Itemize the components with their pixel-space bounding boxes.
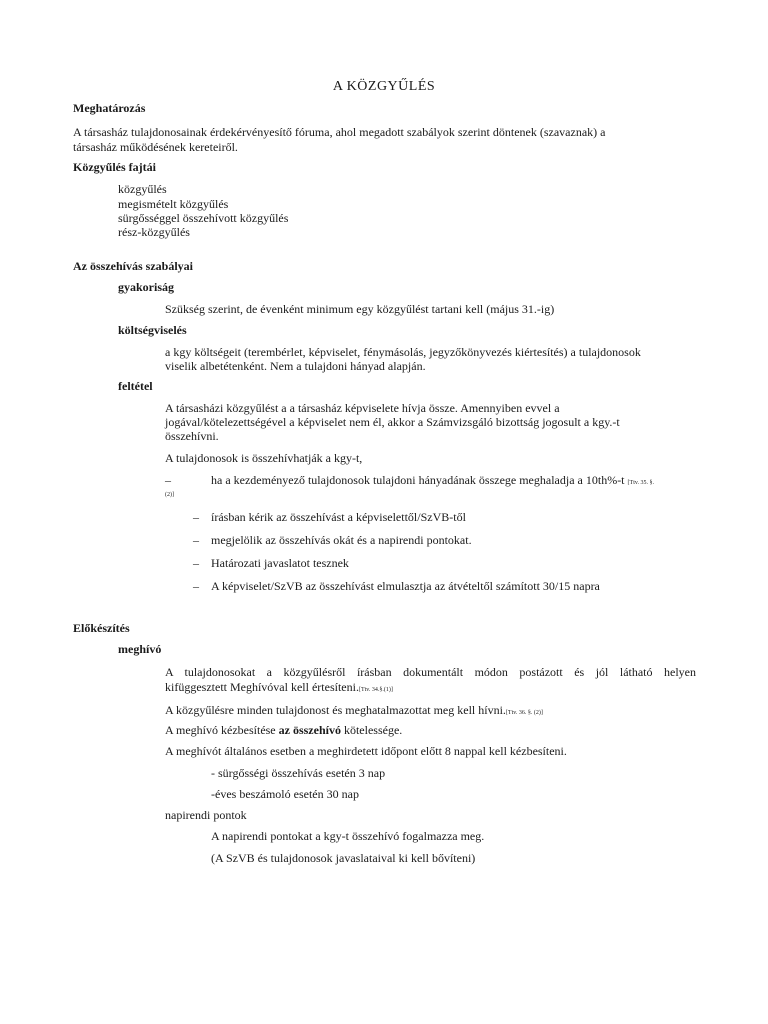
types-item: sürgősséggel összehívott közgyűlés [118,211,289,225]
invite-p4-sub: -éves beszámoló esetén 30 nap [211,787,359,801]
owner-condition-ref: [Ttv. 35. §. [627,480,654,486]
sub-item: megjelölik az összehívás okát és a napirendi pontokat. [211,533,472,547]
owner-condition-text: ha a kezdeményező tulajdonosok tulajdoni hányadának összege meghaladja a 10th%-t [211,473,625,487]
dash-marker: – [193,533,199,547]
frequency-text: Szükség szerint, de évenként minimum egy közgyűlést tartani kell (május 31.-ig) [165,302,555,316]
owner-condition-ref-cont: (2)] [165,492,174,498]
dash-marker: – [193,556,199,570]
prep-heading: Előkészítés [73,621,130,635]
types-item: megismételt közgyűlés [118,197,229,211]
agenda-line-1: A napirendi pontokat a kgy-t összehívó fogalmazza meg. [211,829,485,843]
dash-marker: – [193,510,199,524]
invite-p3-bold: az összehívó [278,723,341,737]
condition-line-1: A társasházi közgyűlést a a társasház képviselete hívja össze. Amennyiben evvel a [165,401,560,415]
invite-p1-line-1: A tulajdonosokat a közgyűlésről írásban dokumentált módon postázott és jól látható helyen [165,665,696,679]
agenda-line-2: (A SzVB és tulajdonosok javaslataival ki kell bővíteni) [211,851,476,865]
condition-line-3: összehívni. [165,429,219,443]
invite-p4-sub: - sürgősségi összehívás esetén 3 nap [211,766,386,780]
invite-p2-ref: [Ttv. 36. §. (2)] [505,710,543,716]
costs-line-2: viselik albetétenként. Nem a tulajdoni hányad alapján. [165,359,426,373]
invite-p1-line-2 [165,680,393,695]
invite-p3-pre: A meghívó kézbesítése [165,723,279,737]
types-heading: Közgyűlés fajtái [73,160,156,174]
frequency-heading: gyakoriság [118,280,175,294]
types-item: rész-közgyűlés [118,225,190,239]
types-item: közgyűlés [118,182,167,196]
invite-p1-text: kifüggesztett Meghívóval kell értesíteni. [165,680,359,694]
definition-line-2: társasház működésének kereteiről. [73,140,238,154]
agenda-heading: napirendi pontok [165,808,247,822]
invite-p2-text: A közgyűlésre minden tulajdonost és meghatalmazottat meg kell hívni. [165,703,506,717]
sub-item: írásban kérik az összehívást a képviselettől/SzVB-től [211,510,466,524]
sub-item: A képviselet/SzVB az összehívást elmulasztja az átvételtől számított 30/15 napra [211,579,600,593]
costs-heading: költségviselés [118,323,187,337]
definition-heading: Meghatározás [73,101,146,115]
invite-p4: A meghívót általános esetben a meghirdetett időpont előtt 8 nappal kell kézbesíteni. [165,744,567,758]
condition-heading: feltétel [118,379,153,393]
condition-line-2: jogával/kötelezettségével a képviselet nem él, akkor a Számvizsgáló bizottság jogosult a kgy.-t [165,415,620,429]
invite-p3-post: kötelessége. [340,723,403,737]
dash-marker: – [193,579,199,593]
invite-heading: meghívó [118,642,162,656]
rules-heading: Az összehívás szabályai [73,259,193,273]
sub-item: Határozati javaslatot tesznek [211,556,349,570]
invite-p3 [165,723,402,738]
page-title: A KÖZGYŰLÉS [332,79,436,94]
dash-marker: – [165,473,171,487]
owner-condition [211,473,654,488]
costs-line-1: a kgy költségeit (terembérlet, képviselet, fénymásolás, jegyzőkönyvezés kiértesítés) a tulajdonosok [165,345,641,359]
invite-p2 [165,703,543,718]
owners-intro: A tulajdonosok is összehívhatják a kgy-t, [165,451,363,465]
invite-p1-ref: [Ttv. 34.§.(1)] [358,687,393,693]
definition-line-1: A társasház tulajdonosainak érdekérvényesítő fóruma, ahol megadott szabályok szerint döntenek (szavaznak) a [73,125,606,139]
